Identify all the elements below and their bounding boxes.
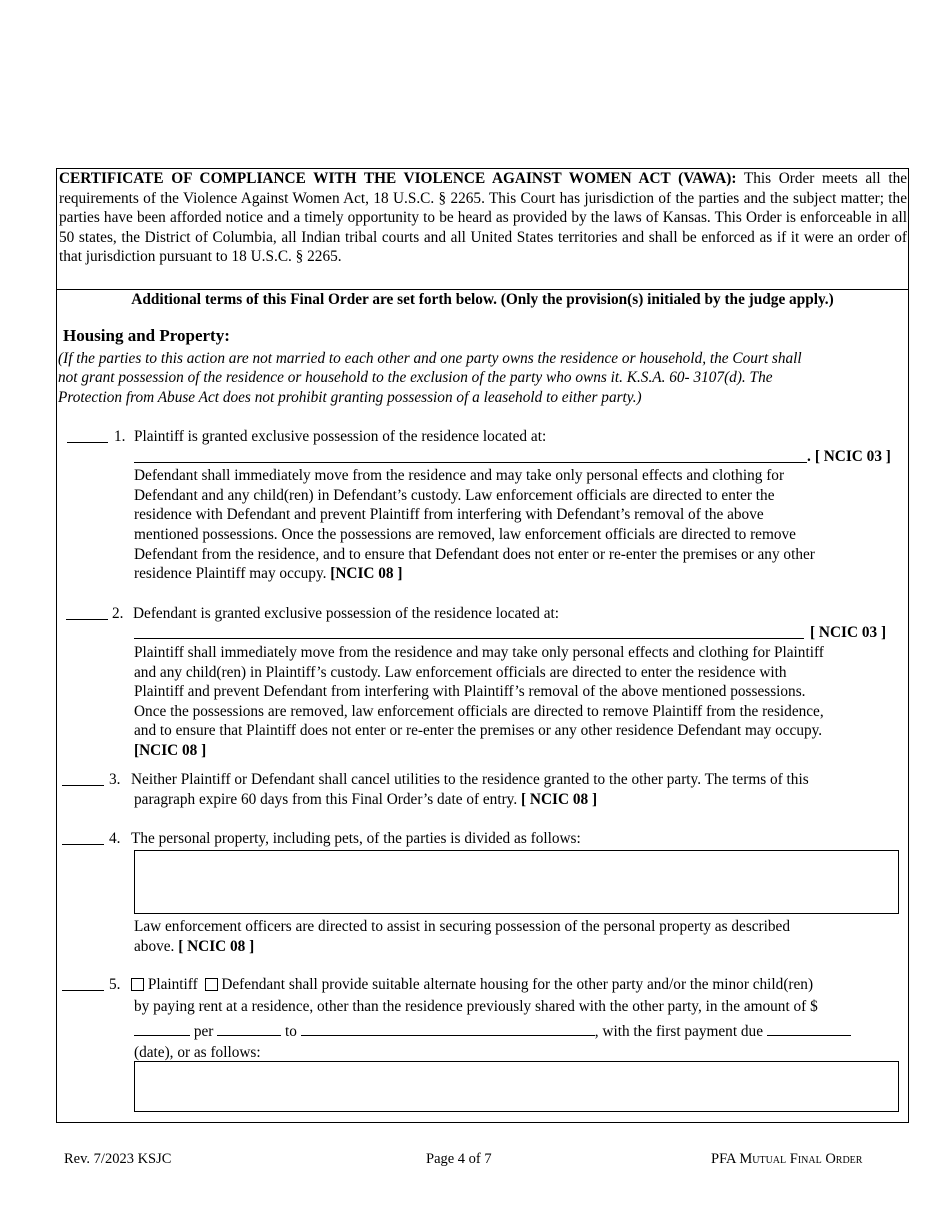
vawa-body: This Order meets all the requirements of the Violence Against Women Act, 18 U.S.C. § 2265. This Court has jurisdiction of the parties and the subject matter; the parties have been afforded notice and a timely opportunity to be heard as provided by the laws of Kansas. This Order is enforceable in all 50 states, the District of Columbia, all Indian tribal courts and all United States territories and shall be enforced as if it were an order of that jurisdiction pursuant to 18 U.S.C. § 2265. (59, 170, 908, 266)
item-4-line: Law enforcement officers are directed to assist in securing possession of the personal property as described (134, 918, 790, 935)
first-payment-label: , with the first payment due (594, 1023, 763, 1040)
additional-terms-heading: Additional terms of this Final Order are set forth below. (Only the provision(s) initialed by the judge apply.) (131, 291, 834, 308)
item-2-line: Plaintiff and prevent Defendant from interfering with Plaintiff’s removal of the above mentioned possessions. (134, 683, 806, 700)
item-1-address-blank[interactable] (134, 447, 807, 463)
initial-blank-1[interactable] (67, 427, 108, 443)
item-1-line: residence with Defendant and prevent Plaintiff from interfering with Defendant’s removal of the above (134, 506, 764, 523)
item-2-code: [ NCIC 03 ] (810, 624, 887, 641)
initial-blank-5[interactable] (62, 975, 104, 991)
alternate-housing-textbox[interactable] (134, 1061, 899, 1112)
rent-amount-blank[interactable] (134, 1020, 190, 1036)
initial-blank-2[interactable] (66, 604, 108, 620)
vawa-certificate (57, 169, 908, 290)
item-2-address-blank[interactable] (134, 623, 804, 639)
footer-page-number: Page 4 of 7 (426, 1151, 492, 1167)
plaintiff-checkbox[interactable] (131, 978, 144, 991)
item-3-number: 3. (109, 771, 121, 788)
item-2-line: and any child(ren) in Plaintiff’s custody. Law enforcement officials are directed to enter the residence with (134, 664, 787, 681)
item-1-line: residence Plaintiff may occupy. (134, 565, 331, 582)
vawa-heading: CERTIFICATE OF COMPLIANCE WITH THE VIOLENCE AGAINST WOMEN ACT (VAWA): (59, 170, 737, 187)
item-2-line: Plaintiff shall immediately move from the residence and may take only personal effects and clothing for Plaintiff (134, 644, 824, 661)
defendant-option-label: Defendant shall provide suitable alternate housing for the other party and/or the minor child(ren) (221, 976, 814, 993)
item-1-code: [ NCIC 03 ] (814, 448, 891, 465)
item-2-lead: Defendant is granted exclusive possession of the residence located at: (133, 605, 560, 622)
due-date-blank[interactable] (767, 1020, 851, 1036)
item-2-number: 2. (112, 605, 124, 622)
item-1-line: Defendant from the residence, and to ensure that Defendant does not enter or re-enter the premises or any other (134, 546, 815, 563)
defendant-checkbox[interactable] (205, 978, 218, 991)
housing-title: Housing and Property: (63, 326, 230, 345)
item-2-line: and to ensure that Plaintiff does not enter or re-enter the premises or any other residence Defendant may occupy. (134, 722, 823, 739)
initial-blank-4[interactable] (62, 829, 104, 845)
vawa-paragraph (57, 169, 908, 267)
item-1-end-code: [NCIC 08 ] (330, 565, 403, 582)
item-3-code: [ NCIC 08 ] (520, 791, 598, 808)
item-5-number: 5. (109, 976, 121, 993)
item-1-number: 1. (114, 428, 126, 445)
item-4-line: above. (134, 938, 179, 955)
initial-blank-3[interactable] (62, 770, 104, 786)
footer-revision: Rev. 7/2023 KSJC (64, 1151, 172, 1167)
per-label: per (193, 1023, 214, 1040)
item-1-line: Defendant shall immediately move from the residence and may take only personal effects and clothing for (134, 467, 785, 484)
footer-form-title: PFA Mutual Final Order (711, 1151, 863, 1167)
housing-note-line: (If the parties to this action are not married to each other and one party owns the residence or household, the Court shall (58, 350, 802, 367)
item-2-line: Once the possessions are removed, law enforcement officials are directed to remove Plaintiff from the residence, (134, 703, 824, 720)
item-1-line: mentioned possessions. Once the possessions are removed, law enforcement officials are directed to remove (134, 526, 796, 543)
item-1-line: Defendant and any child(ren) in Defendant’s custody. Law enforcement officials are directed to enter the (134, 487, 775, 504)
item-3-line: paragraph expire 60 days from this Final Order’s date of entry. (134, 791, 521, 808)
item-4-lead: The personal property, including pets, of the parties is divided as follows: (131, 830, 581, 847)
rent-period-blank[interactable] (217, 1020, 281, 1036)
item-5-line: by paying rent at a residence, other than the residence previously shared with the other party, in the amount of $ (134, 998, 818, 1015)
housing-note-line: not grant possession of the residence or household to the exclusion of the party who owns it. K.S.A. 60- 3107(d). The (58, 369, 773, 386)
to-label: to (285, 1023, 297, 1040)
item-5-line: (date), or as follows: (134, 1044, 261, 1061)
item-4-number: 4. (109, 830, 121, 847)
personal-property-textbox[interactable] (134, 850, 899, 914)
housing-note-line: Protection from Abuse Act does not prohibit granting possession of a leasehold to either party.) (58, 389, 642, 406)
plaintiff-option-label: Plaintiff (147, 976, 198, 993)
item-2-end-code: [NCIC 08 ] (134, 742, 207, 759)
item-4-code: [ NCIC 08 ] (178, 938, 255, 955)
payee-blank[interactable] (301, 1020, 595, 1036)
item-3-line: Neither Plaintiff or Defendant shall cancel utilities to the residence granted to the other party. The terms of this (131, 771, 809, 788)
item-1-lead: Plaintiff is granted exclusive possession of the residence located at: (134, 428, 547, 445)
